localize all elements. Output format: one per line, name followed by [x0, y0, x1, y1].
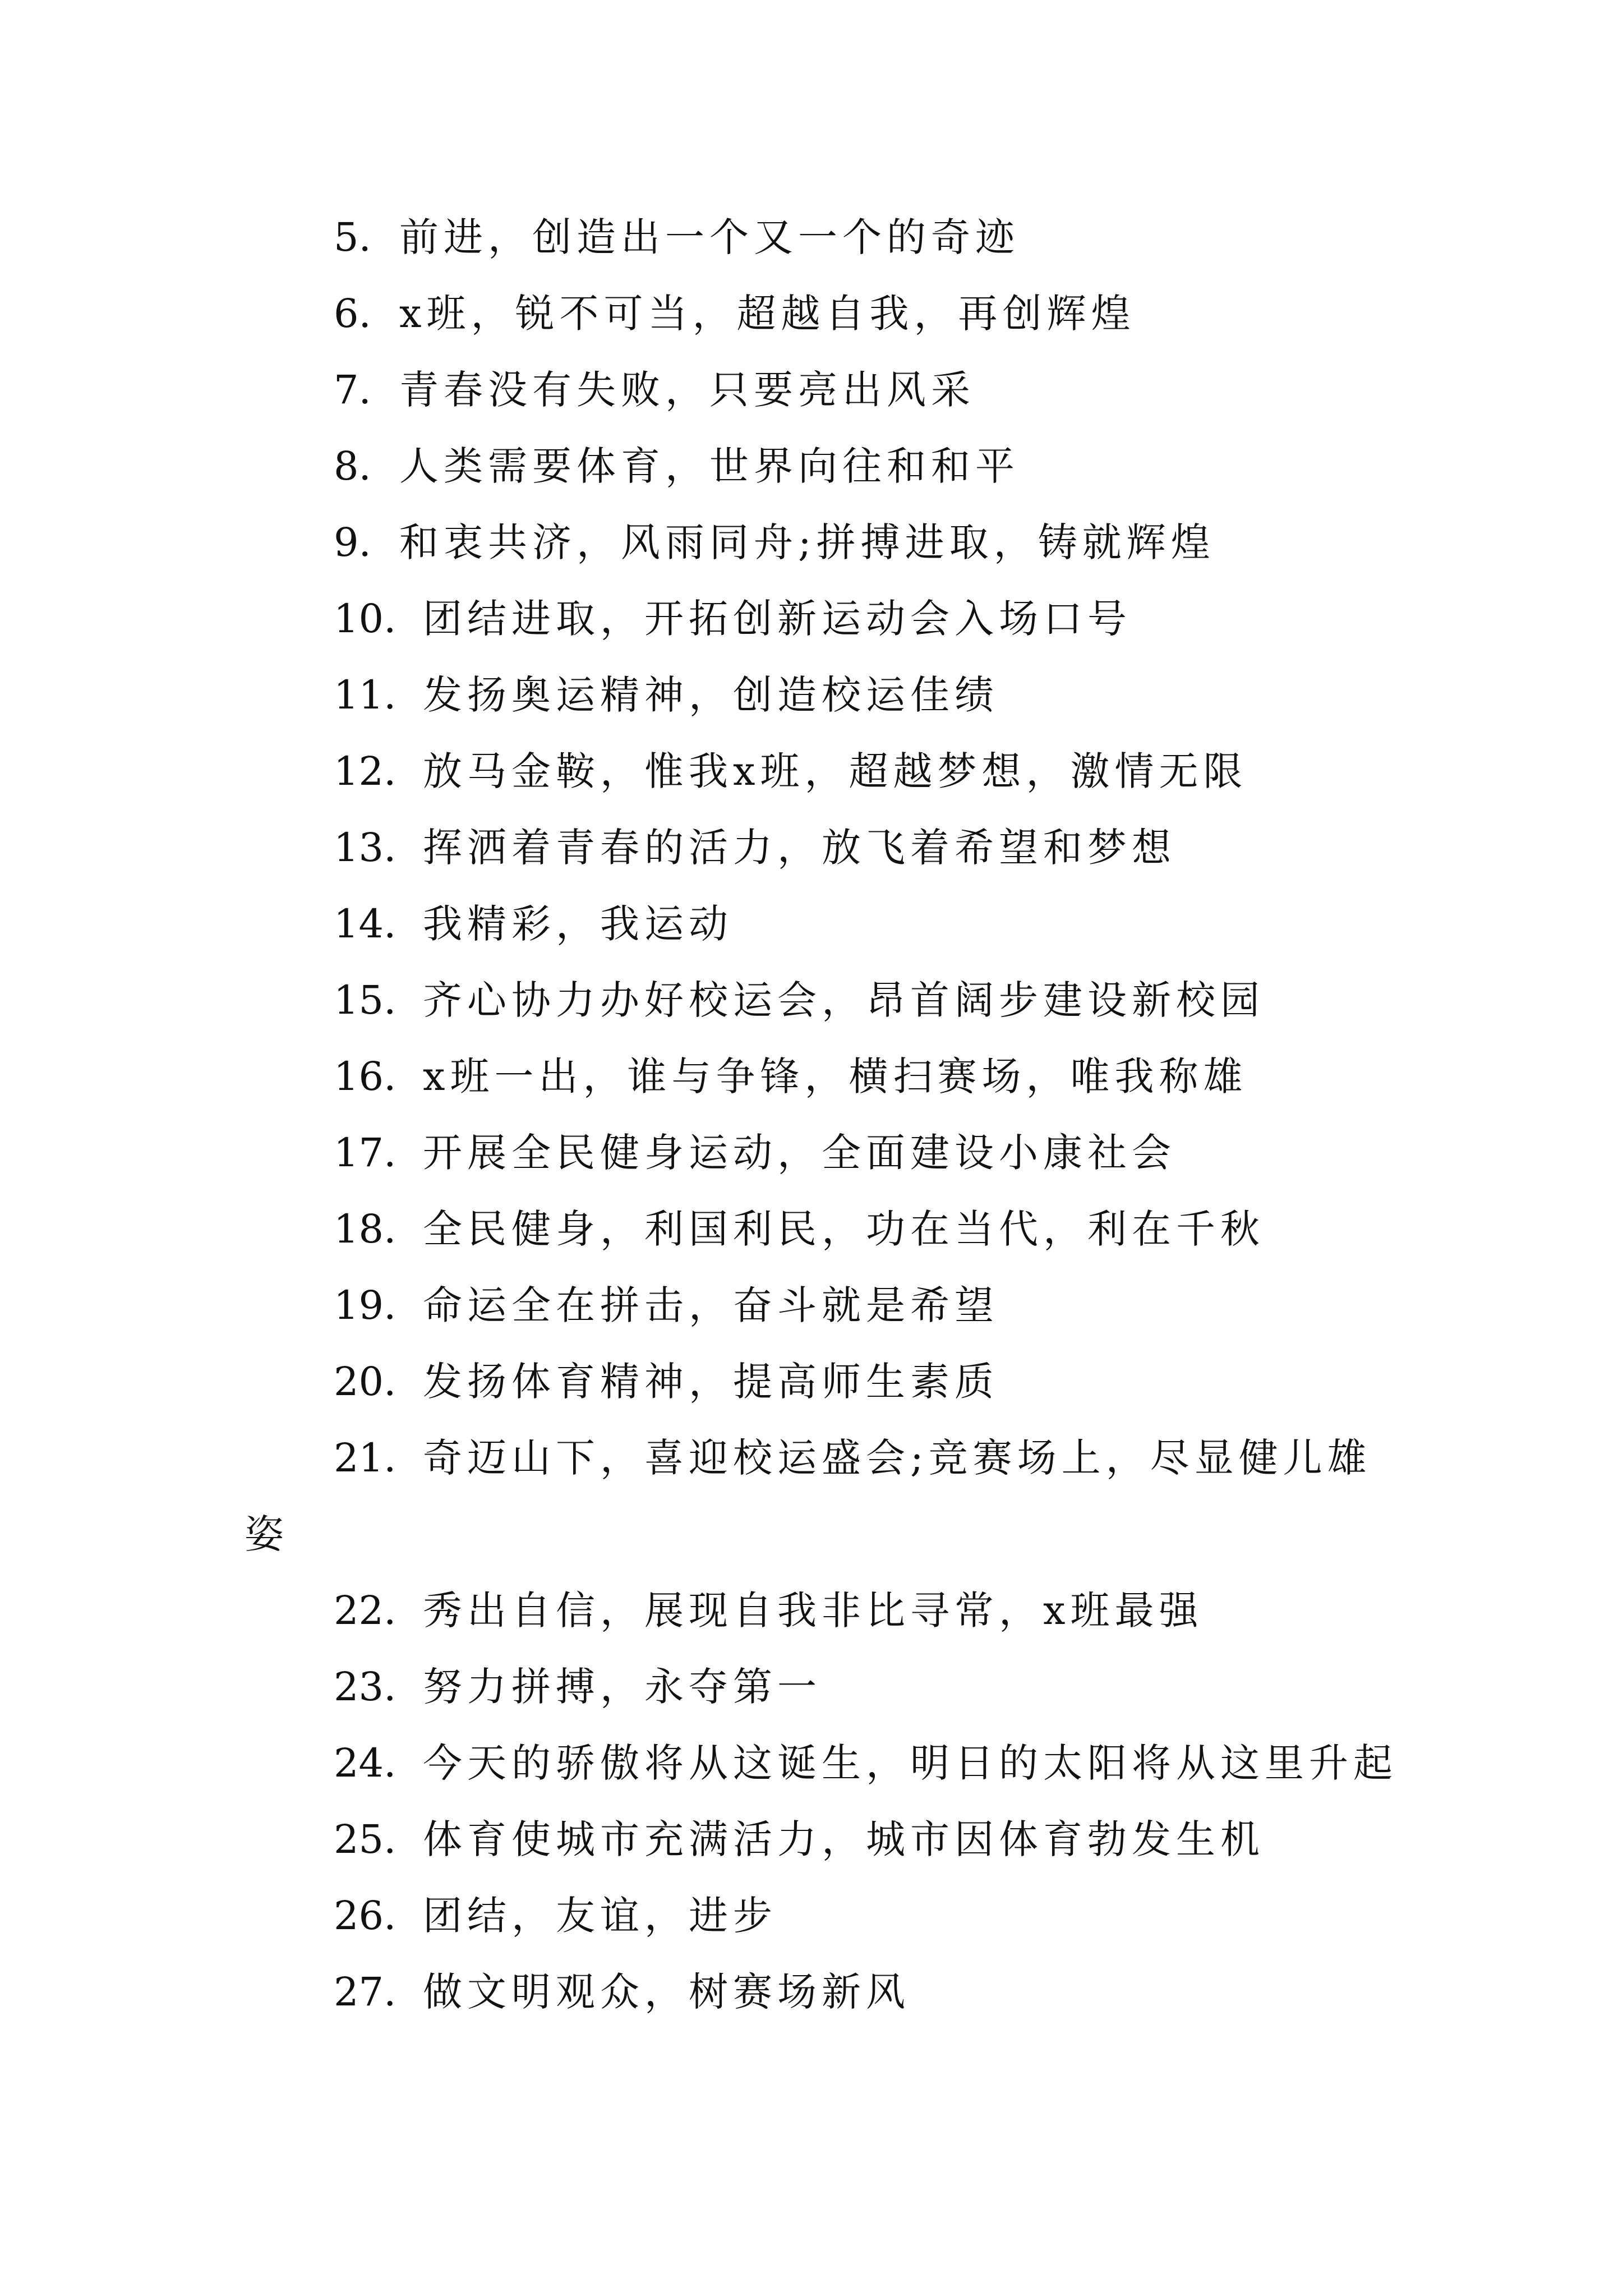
item-text: 命运全在拼击，奋斗就是希望: [423, 1282, 999, 1328]
item-number: 9.: [334, 519, 371, 565]
item-text: 齐心协力办好校运会，昂首阔步建设新校园: [423, 977, 1265, 1023]
item-text: 团结进取，开拓创新运动会入场口号: [423, 596, 1132, 642]
item-number: 19.: [334, 1282, 396, 1328]
item-number: 18.: [334, 1206, 396, 1252]
item-number: 27.: [334, 1969, 396, 2015]
item-text: 放马金鞍，惟我x班，超越梦想，激情无限: [423, 748, 1248, 794]
item-text: 前进，创造出一个又一个的奇迹: [399, 214, 1020, 260]
item-text: 发扬体育精神，提高师生素质: [423, 1359, 999, 1405]
item-text: 开展全民健身运动，全面建设小康社会: [423, 1130, 1176, 1176]
item-text: 今天的骄傲将从这诞生，明日的太阳将从这里升起: [423, 1740, 1398, 1786]
item-number: 25.: [334, 1816, 396, 1862]
item-number: 5.: [334, 214, 371, 260]
item-number: 14.: [334, 901, 396, 947]
item-text: x班一出，谁与争锋，横扫赛场，唯我称雄: [423, 1053, 1248, 1099]
item-number: 13.: [334, 825, 396, 871]
item-number: 23.: [334, 1664, 396, 1710]
item-number: 24.: [334, 1740, 396, 1786]
item-number: 15.: [334, 977, 396, 1023]
item-text: 体育使城市充满活力，城市因体育勃发生机: [423, 1816, 1265, 1862]
item-number: 26.: [334, 1893, 396, 1939]
item-text: x班，锐不可当，超越自我，再创辉煌: [399, 291, 1136, 337]
item-text: 青春没有失败，只要亮出风采: [399, 367, 975, 413]
item-number: 12.: [334, 748, 396, 794]
item-text: 发扬奥运精神，创造校运佳绩: [423, 672, 999, 718]
item-number: 8.: [334, 443, 371, 489]
item-number: 17.: [334, 1130, 396, 1176]
item-number: 22.: [334, 1588, 396, 1634]
item-text: 挥洒着青春的活力，放飞着希望和梦想: [423, 825, 1176, 871]
item-number: 20.: [334, 1359, 396, 1405]
item-text: 和衷共济，风雨同舟;拼搏进取，铸就辉煌: [399, 519, 1215, 565]
item-text: 我精彩，我运动: [423, 901, 733, 947]
item-text: 全民健身，利国利民，功在当代，利在千秋: [423, 1206, 1265, 1252]
item-number: 6.: [334, 291, 371, 337]
item-number: 7.: [334, 367, 371, 413]
item-number: 11.: [334, 672, 396, 718]
item-text: 做文明观众，树赛场新风: [423, 1969, 910, 2015]
item-number: 10.: [334, 596, 396, 642]
item-text: 努力拼搏，永夺第一: [423, 1664, 822, 1710]
item-number: 16.: [334, 1053, 396, 1099]
item-text: 人类需要体育，世界向往和和平: [399, 443, 1020, 489]
item-text: 奇迈山下，喜迎校运盛会;竞赛场上，尽显健儿雄: [423, 1435, 1372, 1481]
item-number: 21.: [334, 1435, 396, 1481]
item-text: 团结，友谊，进步: [423, 1893, 777, 1939]
item-text: 秀出自信，展现自我非比寻常，x班最强: [423, 1588, 1204, 1634]
item-text-continuation: 姿: [245, 1511, 284, 1557]
